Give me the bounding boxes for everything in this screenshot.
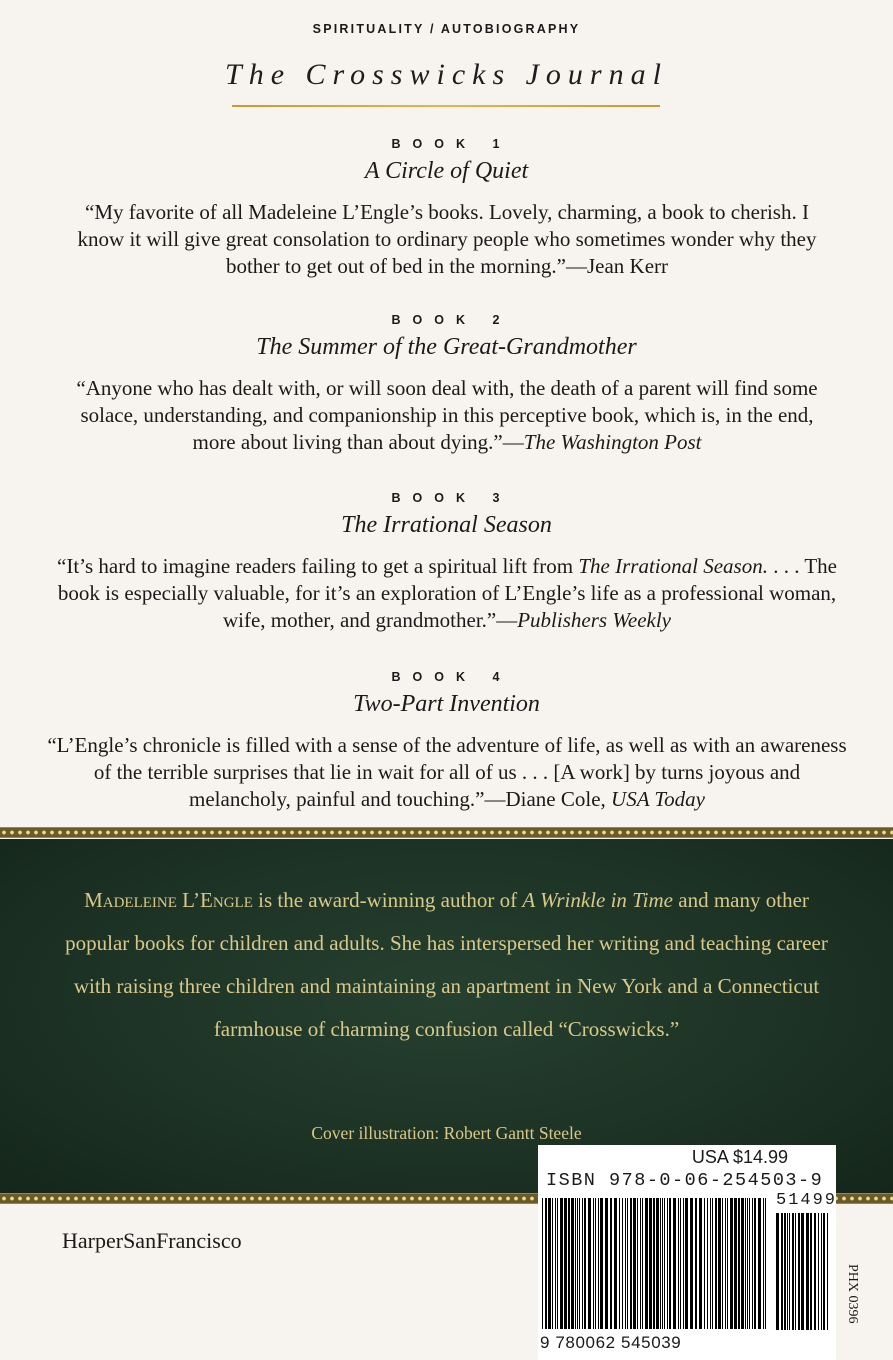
barcode-bar bbox=[653, 1198, 655, 1329]
book-quote bbox=[47, 553, 847, 634]
barcode-bar bbox=[605, 1198, 608, 1329]
barcode-bar bbox=[548, 1198, 551, 1329]
barcode-bar bbox=[637, 1198, 638, 1329]
barcode-bar bbox=[600, 1198, 603, 1329]
barcode-bar bbox=[545, 1198, 547, 1329]
barcode-bar bbox=[660, 1198, 661, 1329]
barcode-bar bbox=[704, 1198, 705, 1329]
barcode-bar bbox=[627, 1198, 628, 1329]
barcode-bar bbox=[610, 1198, 612, 1329]
author-name: Madeleine L’Engle bbox=[84, 888, 253, 912]
price-text: USA $14.99 bbox=[691, 1147, 788, 1167]
author-bio-panel bbox=[0, 839, 893, 1193]
barcode-bar bbox=[542, 1198, 543, 1329]
barcode-bar bbox=[630, 1198, 632, 1329]
barcode-bar bbox=[789, 1213, 790, 1330]
book-title: Two-Part Invention bbox=[353, 691, 540, 717]
barcode-bar bbox=[730, 1198, 733, 1329]
barcode-bar bbox=[784, 1213, 786, 1330]
barcode-bar bbox=[579, 1198, 580, 1329]
price-code-barcode bbox=[776, 1213, 830, 1330]
barcode-bar bbox=[707, 1198, 708, 1329]
barcode-bar bbox=[593, 1198, 594, 1329]
barcode-bar bbox=[695, 1198, 697, 1329]
barcode-bar bbox=[763, 1198, 764, 1329]
ornamental-border-top bbox=[0, 827, 893, 838]
barcode-bar bbox=[734, 1198, 737, 1329]
book-label: BOOK 3 bbox=[391, 491, 512, 505]
barcode-bar bbox=[801, 1213, 804, 1330]
book-label: BOOK 2 bbox=[391, 313, 512, 327]
barcode-bar bbox=[725, 1198, 726, 1329]
barcode-bar bbox=[625, 1198, 626, 1329]
barcode-bar bbox=[712, 1198, 713, 1329]
barcode-bar bbox=[818, 1213, 819, 1330]
book-quote bbox=[47, 732, 847, 813]
series-title: The Crosswicks Journal bbox=[225, 58, 668, 91]
quote-text: “It’s hard to imagine readers failing to get a spiritual lift from bbox=[57, 554, 579, 578]
barcode-box bbox=[538, 1170, 836, 1360]
quote-source: The Washington Post bbox=[523, 430, 702, 454]
barcode-bar bbox=[557, 1198, 558, 1329]
barcode-bar bbox=[555, 1198, 556, 1329]
barcode-bar bbox=[598, 1198, 599, 1329]
publisher-name: HarperSanFrancisco bbox=[62, 1228, 242, 1253]
barcode-bar bbox=[680, 1198, 681, 1329]
barcode-bar bbox=[588, 1198, 591, 1329]
ean-barcode bbox=[542, 1198, 768, 1329]
barcode-bar bbox=[656, 1198, 659, 1329]
book-label: BOOK 1 bbox=[391, 137, 512, 151]
barcode-bar bbox=[715, 1198, 717, 1329]
barcode-bar bbox=[640, 1198, 641, 1329]
barcode-bar bbox=[642, 1198, 643, 1329]
barcode-bar bbox=[673, 1198, 676, 1329]
book-entry-3 bbox=[0, 491, 893, 634]
book-entry-4 bbox=[0, 670, 893, 813]
barcode-bar bbox=[754, 1198, 756, 1329]
barcode-bar bbox=[747, 1198, 748, 1329]
quote-source: Publishers Weekly bbox=[517, 608, 672, 632]
barcode-bar bbox=[584, 1198, 586, 1329]
barcode-bar bbox=[662, 1198, 663, 1329]
price-label bbox=[538, 1145, 836, 1170]
quote-book-title: The Irrational Season. bbox=[578, 554, 768, 578]
ean-digits: 9 780062 545039 bbox=[540, 1333, 682, 1352]
barcode-bar bbox=[749, 1198, 750, 1329]
barcode-bar bbox=[806, 1213, 809, 1330]
barcode-bar bbox=[685, 1198, 688, 1329]
barcode-bar bbox=[619, 1198, 620, 1329]
barcode-bar bbox=[787, 1213, 788, 1330]
barcode-bar bbox=[595, 1198, 596, 1329]
barcode-bar bbox=[645, 1198, 648, 1329]
barcode-bar bbox=[614, 1198, 617, 1329]
cover-credit: Cover illustration: Robert Gantt Steele bbox=[311, 1123, 582, 1143]
barcode-bar bbox=[633, 1198, 636, 1329]
barcode-bar bbox=[575, 1198, 576, 1329]
barcode-bar bbox=[664, 1198, 665, 1329]
book-title: The Irrational Season bbox=[341, 512, 552, 538]
quote-source: USA Today bbox=[611, 787, 705, 811]
product-code: PHX 0396 bbox=[845, 1264, 860, 1324]
barcode-bar bbox=[568, 1198, 570, 1329]
barcode-bar bbox=[560, 1198, 563, 1329]
barcode-bar bbox=[552, 1198, 553, 1329]
quote-text: . . . The book is especially valuable, for it’s an exploration of L’Engle’s life as a professional woman, wife, mother, and grandmother.”— bbox=[57, 554, 837, 632]
barcode-bar bbox=[577, 1198, 578, 1329]
bio-text: and many other popular books for children and adults. She has interspersed her writing and teaching career with raising three children and maintaining an apartment in New York and a Connecticut farmhouse of charming confusion called “Crosswicks.” bbox=[65, 888, 828, 1041]
barcode-bar bbox=[758, 1198, 761, 1329]
quote-text: “Anyone who has dealt with, or will soon deal with, the death of a parent will find some solace, understanding, and companionship in this perceptive book, which is, in the end, more about living than about dying.”— bbox=[76, 376, 818, 454]
barcode-bar bbox=[622, 1198, 623, 1329]
barcode-bar bbox=[795, 1213, 796, 1330]
barcode-bar bbox=[571, 1198, 574, 1329]
barcode-bar bbox=[649, 1198, 652, 1329]
barcode-bar bbox=[821, 1213, 822, 1330]
quote-text: “My favorite of all Madeleine L’Engle’s books. Lovely, charming, a book to cherish. I know it will give great consolation to ordinary people who sometimes wonder why they bother to get out of bed in the morning.”—Jean Kerr bbox=[77, 200, 817, 278]
barcode-bar bbox=[710, 1198, 711, 1329]
bio-book-title: A Wrinkle in Time bbox=[522, 888, 674, 912]
barcode-bar bbox=[738, 1198, 740, 1329]
barcode-bar bbox=[718, 1198, 721, 1329]
series-title-rule bbox=[232, 105, 660, 107]
book-entry-1 bbox=[0, 137, 893, 280]
barcode-bar bbox=[827, 1213, 828, 1330]
barcode-bar bbox=[564, 1198, 567, 1329]
category-label: SPIRITUALITY / AUTOBIOGRAPHY bbox=[312, 22, 581, 36]
barcode-bar bbox=[699, 1198, 702, 1329]
quote-text: “L’Engle’s chronicle is filled with a sense of the adventure of life, as well as with an awareness of the terrible surprises that lie in wait for all of us . . . [A work] by turns joyous and melancholy, painful and touching.”—Diane Cole, bbox=[47, 733, 847, 811]
isbn-text: ISBN 978-0-06-254503-9 bbox=[546, 1170, 824, 1191]
barcode-bar bbox=[669, 1198, 671, 1329]
book-title: A Circle of Quiet bbox=[364, 158, 529, 184]
book-label: BOOK 4 bbox=[391, 670, 512, 684]
barcode-bar bbox=[678, 1198, 679, 1329]
barcode-bar bbox=[690, 1198, 693, 1329]
barcode-bar bbox=[741, 1198, 744, 1329]
book-entry-2 bbox=[0, 313, 893, 456]
book-quote bbox=[67, 199, 827, 280]
barcode-bar bbox=[727, 1198, 728, 1329]
barcode-bar bbox=[810, 1213, 812, 1330]
barcode-bar bbox=[745, 1198, 746, 1329]
author-bio bbox=[55, 879, 838, 1051]
barcode-bar bbox=[582, 1198, 583, 1329]
bio-text: is the award-winning author of bbox=[252, 888, 523, 912]
barcode-bar bbox=[722, 1198, 723, 1329]
book-quote bbox=[57, 375, 837, 456]
barcode-bar bbox=[792, 1213, 794, 1330]
barcode-bar bbox=[776, 1213, 779, 1330]
barcode-bar bbox=[781, 1213, 783, 1330]
barcode-bar bbox=[814, 1213, 816, 1330]
book-title: The Summer of the Great-Grandmother bbox=[256, 334, 637, 360]
barcode-bar bbox=[752, 1198, 753, 1329]
barcode-bar bbox=[823, 1213, 825, 1330]
price-code-digits: 51499 bbox=[776, 1191, 838, 1210]
barcode-bar bbox=[765, 1198, 766, 1329]
barcode-bar bbox=[683, 1198, 684, 1329]
barcode-bar bbox=[667, 1198, 668, 1329]
barcode-bar bbox=[798, 1213, 800, 1330]
